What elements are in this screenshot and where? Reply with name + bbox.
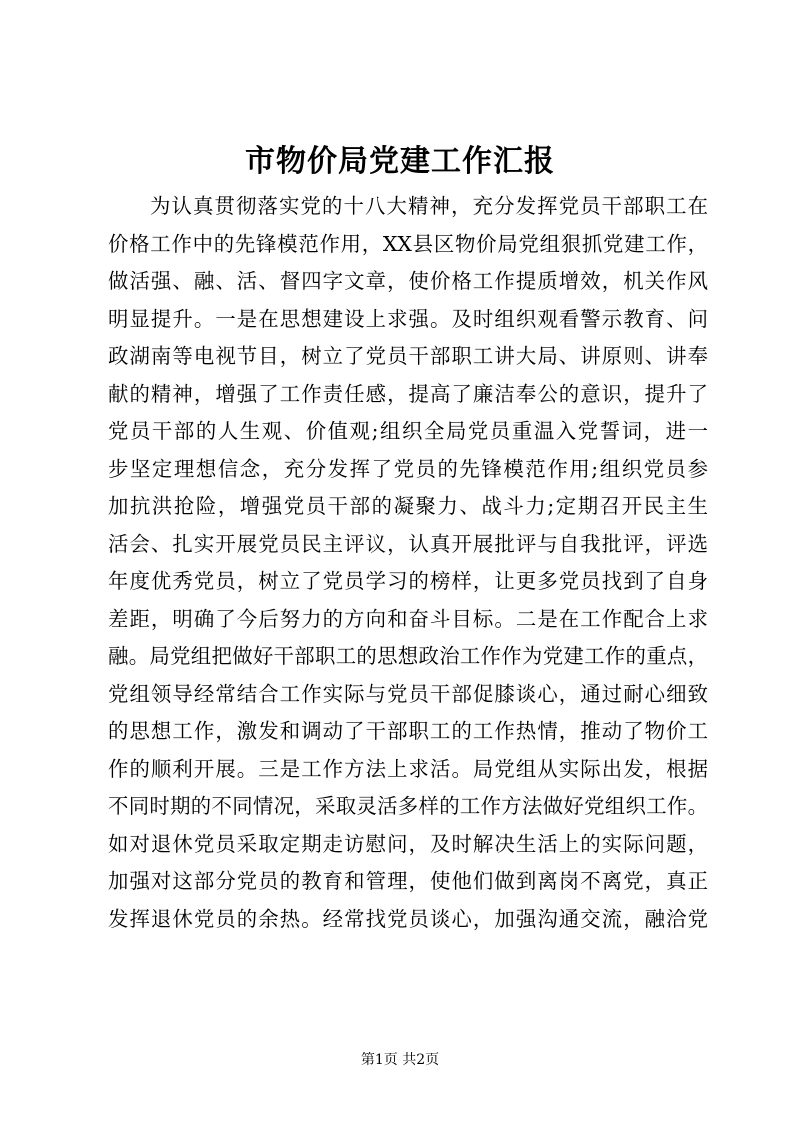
- text-line: 价格工作中的先锋模范作用，XX县区物价局党组狠抓党建工作，: [108, 231, 708, 256]
- text-line: 做活强、融、活、督四字文章，使价格工作提质增效，机关作风: [108, 269, 708, 293]
- text-line: 加抗洪抢险，增强党员干部的凝聚力、战斗力;定期召开民主生: [108, 494, 708, 518]
- page-footer: [0, 1050, 800, 1070]
- text-line: 加强对这部分党员的教育和管理，使他们做到离岗不离党，真正: [108, 869, 708, 893]
- text-line: 明显提升。一是在思想建设上求强。及时组织观看警示教育、问: [108, 306, 708, 331]
- text-line: 党组领导经常结合工作实际与党员干部促膝谈心，通过耐心细致: [108, 681, 708, 706]
- text-line: 为认真贯彻落实党的十八大精神，充分发挥党员干部职工在: [150, 194, 708, 218]
- text-line: 步坚定理想信念，充分发挥了党员的先锋模范作用;组织党员参: [108, 456, 708, 481]
- text-line: 党员干部的人生观、价值观;组织全局党员重温入党誓词，进一: [108, 419, 708, 443]
- page-number: 第1页 共2页: [360, 1052, 440, 1068]
- text-line: 的思想工作，激发和调动了干部职工的工作热情，推动了物价工: [108, 719, 708, 743]
- body-paragraph: [108, 188, 708, 938]
- text-line: 差距，明确了今后努力的方向和奋斗目标。二是在工作配合上求: [108, 606, 708, 631]
- text-line: 献的精神，增强了工作责任感，提高了廉洁奉公的意识，提升了: [108, 381, 708, 406]
- text-line: 发挥退休党员的余热。经常找党员谈心，加强沟通交流，融洽党: [108, 906, 708, 931]
- text-line: 融。局党组把做好干部职工的思想政治工作作为党建工作的重点，: [108, 644, 708, 668]
- text-line: 政湖南等电视节目，树立了党员干部职工讲大局、讲原则、讲奉: [108, 344, 708, 368]
- text-line: 作的顺利开展。三是工作方法上求活。局党组从实际出发，根据: [108, 756, 708, 781]
- text-line: 如对退休党员采取定期走访慰问，及时解决生活上的实际问题，: [108, 831, 708, 856]
- text-line: 活会、扎实开展党员民主评议，认真开展批评与自我批评，评选: [108, 531, 708, 556]
- text-line: 年度优秀党员，树立了党员学习的榜样，让更多党员找到了自身: [108, 569, 708, 593]
- page-title: 市物价局党建工作汇报: [245, 144, 555, 179]
- text-line: 不同时期的不同情况，采取灵活多样的工作方法做好党组织工作。: [108, 794, 708, 818]
